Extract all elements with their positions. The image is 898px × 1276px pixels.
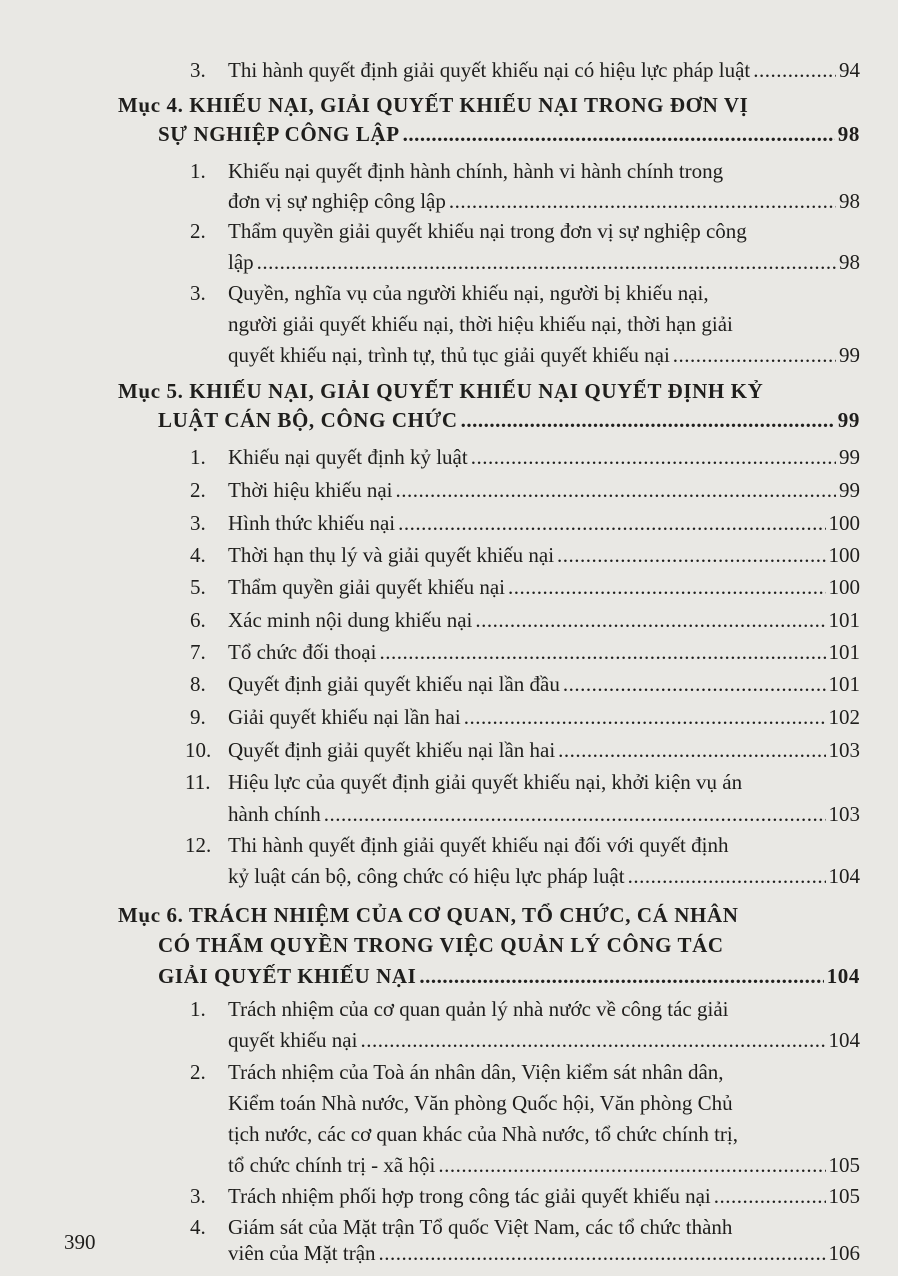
toc-entry	[228, 797, 860, 831]
toc-entry	[228, 53, 860, 87]
dot-leader	[360, 1023, 825, 1057]
toc-page-ref: 104	[828, 1028, 860, 1052]
toc-entry-text: quyết khiếu nại, trình tự, thủ tục giải quyết khiếu nại	[228, 343, 670, 367]
toc-entry-text: Thẩm quyền giải quyết khiếu nại trong đơn vị sự nghiệp công	[228, 219, 747, 243]
toc-number: 4.	[190, 543, 206, 567]
toc-entry-text: Giải quyết khiếu nại lần hai	[228, 705, 461, 729]
toc-number: 6.	[190, 608, 206, 632]
toc-number: 5.	[190, 575, 206, 599]
toc-entry	[228, 667, 860, 701]
dot-leader	[464, 700, 826, 734]
dot-leader	[449, 184, 836, 218]
dot-leader	[324, 797, 826, 831]
toc-number: 1.	[190, 159, 206, 183]
section-heading: Mục 5. KHIẾU NẠI, GIẢI QUYẾT KHIẾU NẠI QUYẾT ĐỊNH KỶ	[118, 379, 764, 403]
toc-page-ref: 99	[839, 478, 860, 502]
toc-entry	[228, 245, 860, 279]
toc-entry	[228, 1148, 860, 1182]
dot-leader	[379, 1236, 826, 1270]
toc-entry	[228, 538, 860, 572]
toc-entry	[228, 440, 860, 474]
toc-entry	[228, 733, 860, 767]
toc-number: 1.	[190, 445, 206, 469]
toc-entry	[228, 338, 860, 372]
toc-entry-text: Tổ chức đối thoại	[228, 640, 377, 664]
toc-number: 8.	[190, 672, 206, 696]
toc-page-ref: 98	[839, 250, 860, 274]
toc-page-ref: 100	[828, 575, 860, 599]
toc-page-ref: 100	[828, 511, 860, 535]
toc-number: 3.	[190, 1184, 206, 1208]
toc-entry-text: Giám sát của Mặt trận Tổ quốc Việt Nam, các tổ chức thành	[228, 1215, 733, 1239]
toc-number: 12.	[185, 833, 212, 857]
toc-entry-text: Hình thức khiếu nại	[228, 511, 396, 535]
dot-leader	[508, 570, 825, 604]
section-heading	[158, 117, 860, 151]
toc-entry-text: Quyết định giải quyết khiếu nại lần hai	[228, 738, 556, 762]
toc-entry-text: Khiếu nại quyết định hành chính, hành vi hành chính trong	[228, 159, 724, 183]
section-heading: Mục 6. TRÁCH NHIỆM CỦA CƠ QUAN, TỔ CHỨC, CÁ NHÂN	[118, 903, 739, 927]
dot-leader	[475, 603, 825, 637]
dot-leader	[558, 733, 825, 767]
toc-page-ref: 101	[828, 640, 860, 664]
dot-leader	[403, 117, 835, 151]
toc-number: 9.	[190, 705, 206, 729]
toc-page-ref: 104	[826, 964, 860, 988]
toc-entry-text: Thi hành quyết định giải quyết khiếu nại đối với quyết định	[228, 833, 729, 857]
toc-entry-text: lập	[228, 250, 254, 274]
toc-entry	[228, 506, 860, 540]
dot-leader	[753, 53, 836, 87]
toc-entry	[228, 1236, 860, 1270]
toc-entry-text: Thời hạn thụ lý và giải quyết khiếu nại	[228, 543, 555, 567]
toc-entry	[228, 635, 860, 669]
toc-number: 3.	[190, 281, 206, 305]
toc-page-ref: 98	[839, 189, 860, 213]
dot-leader	[563, 667, 826, 701]
dot-leader	[419, 959, 823, 993]
toc-number: 2.	[190, 478, 206, 502]
toc-entry-text: người giải quyết khiếu nại, thời hiệu khiếu nại, thời hạn giải	[228, 312, 733, 336]
toc-page-ref: 100	[828, 543, 860, 567]
toc-entry	[228, 184, 860, 218]
dot-leader	[395, 473, 836, 507]
toc-entry	[228, 570, 860, 604]
toc-page-ref: 98	[837, 122, 860, 146]
toc-page-ref: 99	[839, 343, 860, 367]
dot-leader	[714, 1179, 826, 1213]
toc-page-ref: 106	[828, 1241, 860, 1265]
dot-leader	[557, 538, 825, 572]
dot-leader	[673, 338, 836, 372]
toc-entry-text: đơn vị sự nghiệp công lập	[228, 189, 446, 213]
toc-entry-text: Quyền, nghĩa vụ của người khiếu nại, người bị khiếu nại,	[228, 281, 709, 305]
toc-entry-text: Khiếu nại quyết định kỷ luật	[228, 445, 468, 469]
dot-leader	[628, 859, 826, 893]
toc-entry-text: Trách nhiệm của cơ quan quản lý nhà nước về công tác giải	[228, 997, 729, 1021]
toc-page-ref: 99	[839, 445, 860, 469]
toc-entry-text: Trách nhiệm phối hợp trong công tác giải quyết khiếu nại	[228, 1184, 711, 1208]
toc-entry-text: kỷ luật cán bộ, công chức có hiệu lực pháp luật	[228, 864, 625, 888]
toc-entry-text: viên của Mặt trận	[228, 1241, 376, 1265]
section-heading-text: GIẢI QUYẾT KHIẾU NẠI	[158, 964, 417, 988]
toc-entry-text: Trách nhiệm của Toà án nhân dân, Viện kiểm sát nhân dân,	[228, 1060, 724, 1084]
toc-entry	[228, 700, 860, 734]
toc-page-ref: 103	[828, 802, 860, 826]
toc-number: 2.	[190, 1060, 206, 1084]
toc-page-ref: 101	[828, 672, 860, 696]
toc-number: 2.	[190, 219, 206, 243]
toc-page-ref: 105	[828, 1153, 860, 1177]
toc-page-ref: 101	[828, 608, 860, 632]
page-number: 390	[64, 1230, 96, 1254]
dot-leader	[257, 245, 836, 279]
toc-number: 11.	[185, 770, 211, 794]
toc-entry-text: Thời hiệu khiếu nại	[228, 478, 393, 502]
toc-number: 3.	[190, 58, 206, 82]
section-heading	[158, 959, 860, 993]
toc-page-ref: 102	[828, 705, 860, 729]
toc-entry-text: Xác minh nội dung khiếu nại	[228, 608, 473, 632]
toc-page-ref: 104	[828, 864, 860, 888]
section-heading-text: SỰ NGHIỆP CÔNG LẬP	[158, 122, 400, 146]
toc-number: 10.	[185, 738, 212, 762]
section-heading: Mục 4. KHIẾU NẠI, GIẢI QUYẾT KHIẾU NẠI TRONG ĐƠN VỊ	[118, 93, 749, 117]
toc-number: 7.	[190, 640, 206, 664]
toc-entry-text: quyết khiếu nại	[228, 1028, 358, 1052]
toc-number: 3.	[190, 511, 206, 535]
section-heading: CÓ THẨM QUYỀN TRONG VIỆC QUẢN LÝ CÔNG TÁC	[158, 933, 724, 957]
toc-entry	[228, 603, 860, 637]
toc-entry	[228, 859, 860, 893]
toc-entry-text: Quyết định giải quyết khiếu nại lần đầu	[228, 672, 560, 696]
toc-number: 1.	[190, 997, 206, 1021]
toc-page-ref: 94	[839, 58, 860, 82]
toc-entry	[228, 473, 860, 507]
dot-leader	[461, 403, 835, 437]
toc-entry-text: hành chính	[228, 802, 321, 826]
dot-leader	[379, 635, 825, 669]
dot-leader	[398, 506, 825, 540]
toc-entry	[228, 1023, 860, 1057]
section-heading-text: LUẬT CÁN BỘ, CÔNG CHỨC	[158, 408, 458, 432]
toc-page-ref: 103	[828, 738, 860, 762]
dot-leader	[438, 1148, 825, 1182]
toc-entry-text: tổ chức chính trị - xã hội	[228, 1153, 436, 1177]
dot-leader	[471, 440, 836, 474]
toc-page-ref: 105	[828, 1184, 860, 1208]
toc-entry	[228, 1179, 860, 1213]
toc-entry-text: tịch nước, các cơ quan khác của Nhà nước, tổ chức chính trị,	[228, 1122, 739, 1146]
toc-number: 4.	[190, 1215, 206, 1239]
toc-page-ref: 99	[837, 408, 860, 432]
toc-entry-text: Thẩm quyền giải quyết khiếu nại	[228, 575, 506, 599]
toc-entry-text: Kiểm toán Nhà nước, Văn phòng Quốc hội, Văn phòng Chủ	[228, 1091, 733, 1115]
section-heading	[158, 403, 860, 437]
toc-entry-text: Thi hành quyết định giải quyết khiếu nại có hiệu lực pháp luật	[228, 58, 751, 82]
toc-entry-text: Hiệu lực của quyết định giải quyết khiếu nại, khởi kiện vụ án	[228, 770, 743, 794]
